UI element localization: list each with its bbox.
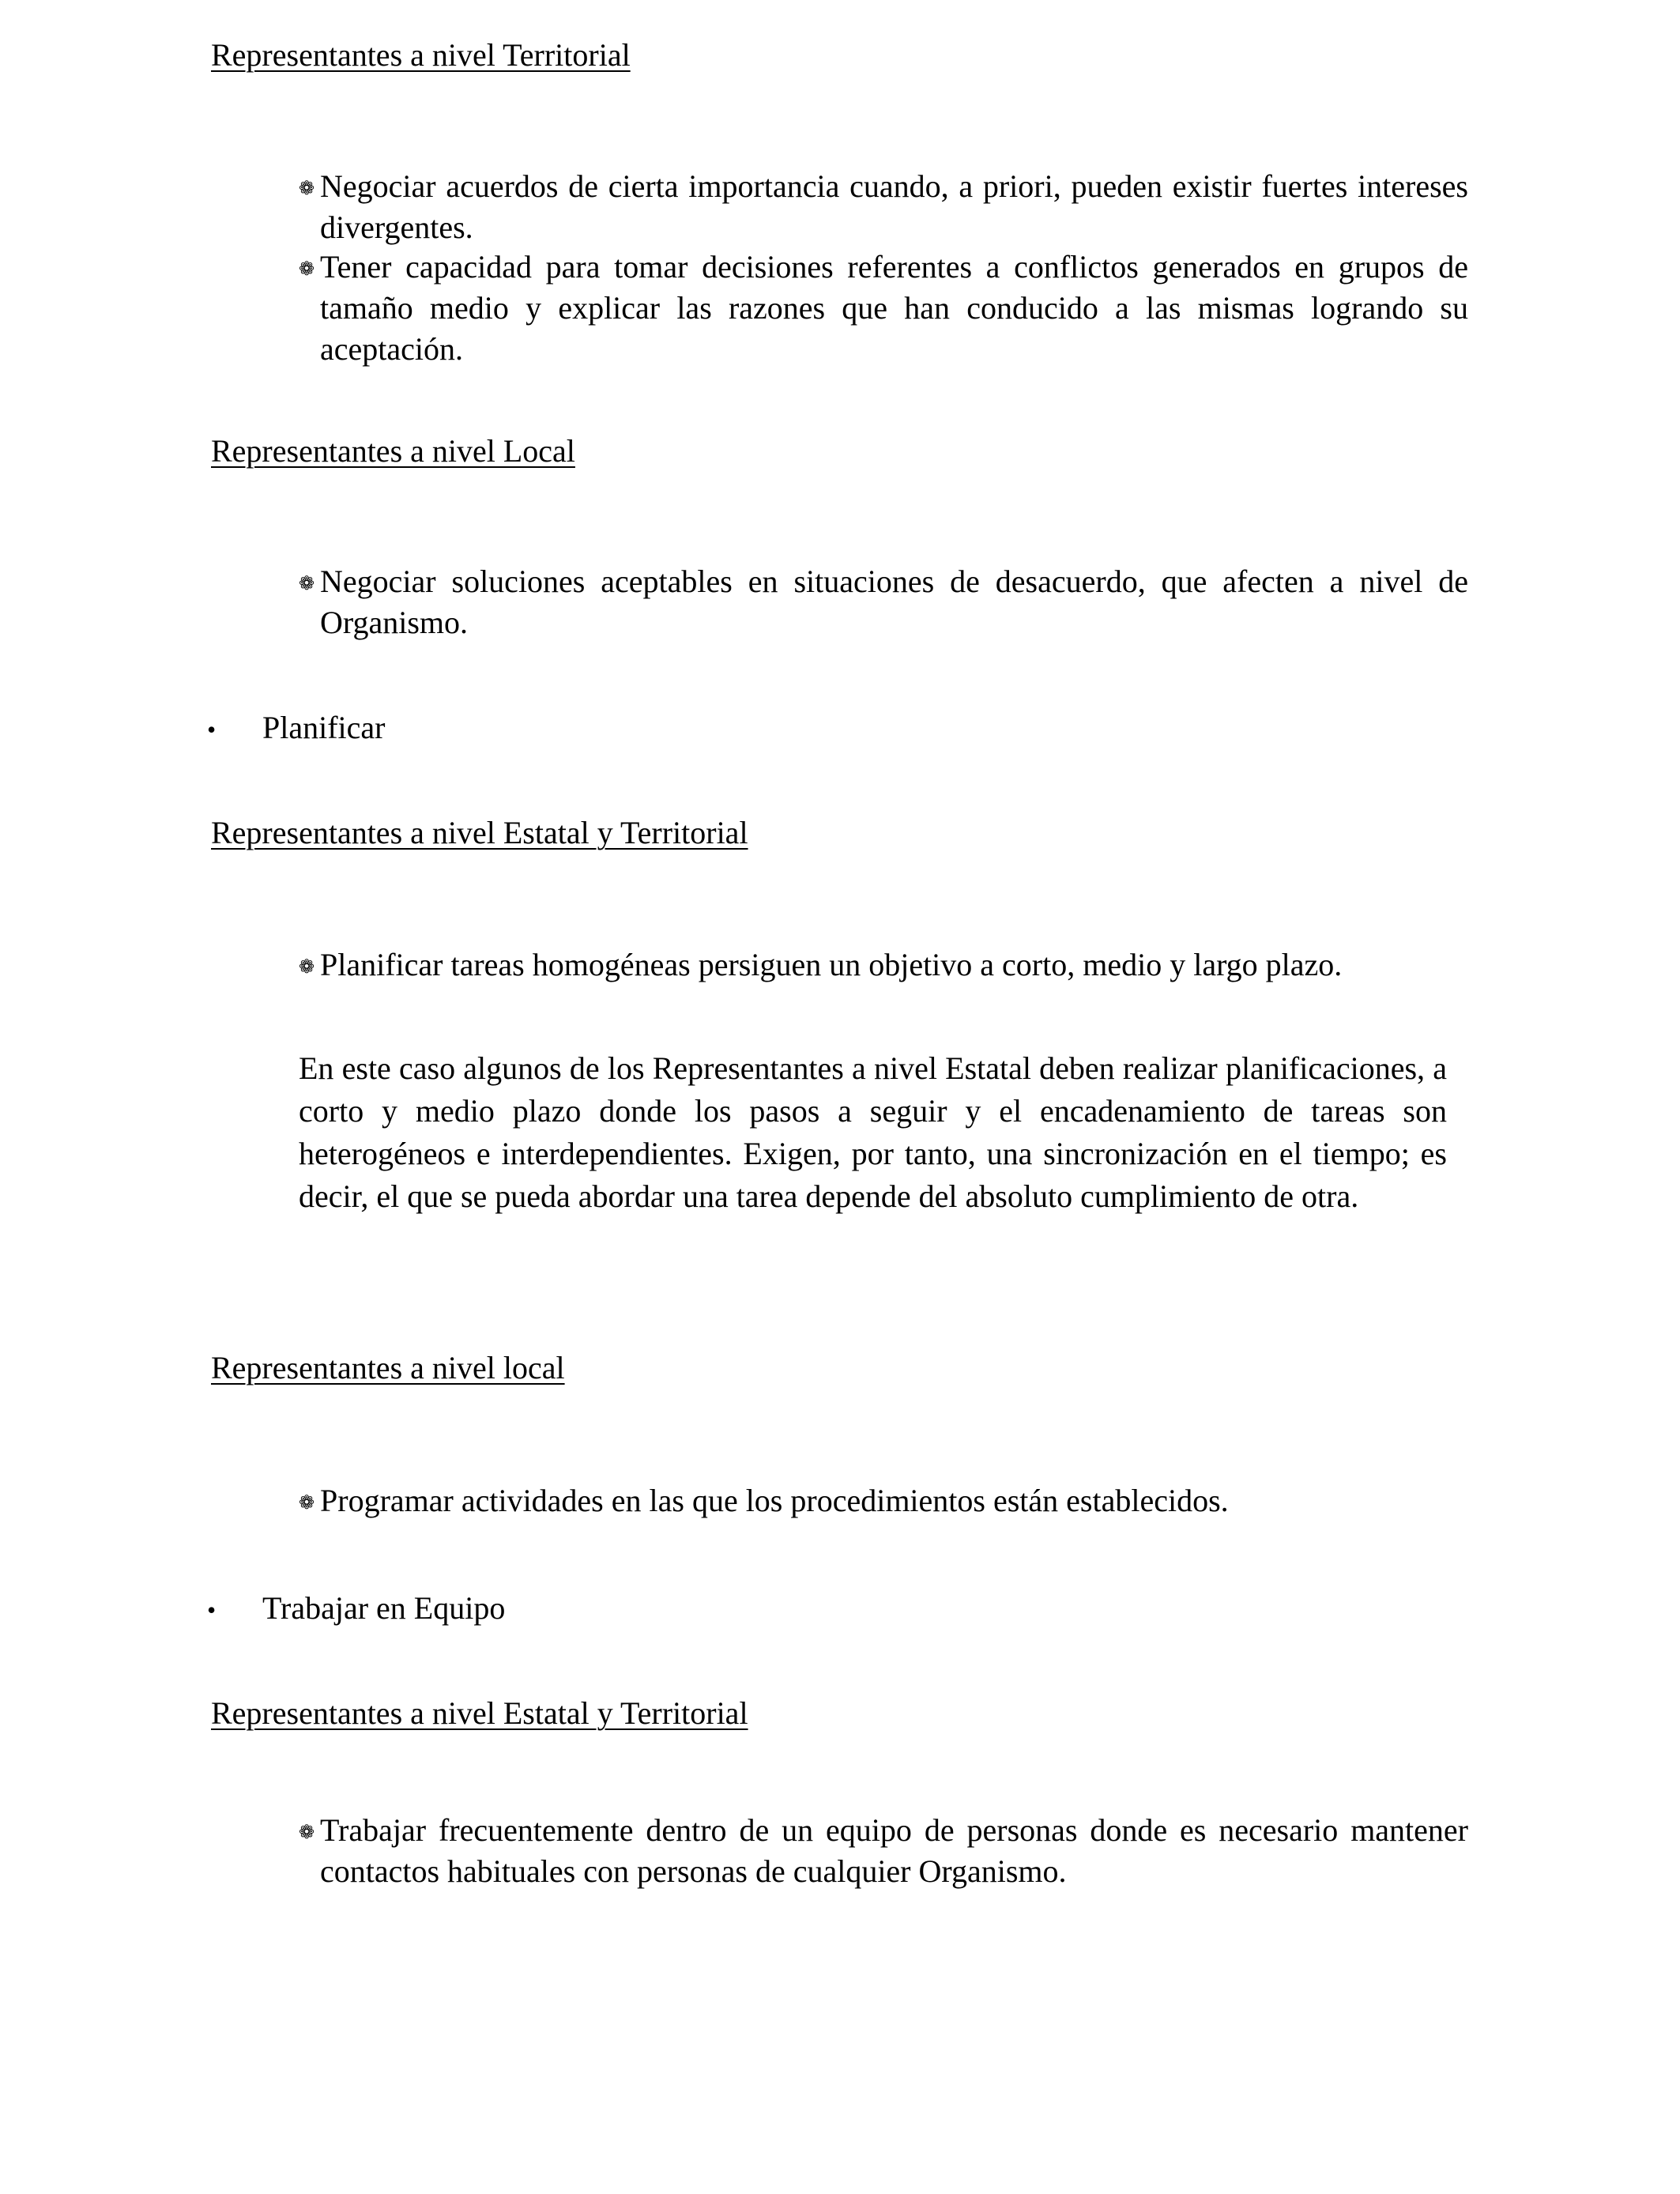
list-item-text: Negociar acuerdos de cierta importancia cuando, a priori, pueden existir fuertes intereses divergentes. (320, 168, 1468, 245)
list-item (299, 1480, 1468, 1521)
list-item (299, 1810, 1468, 1892)
list-item-text: Tener capacidad para tomar decisiones referentes a conflictos generados en grupos de tamaño medio y explicar las razones que han conducido a las mismas logrando su aceptación. (320, 249, 1468, 367)
list-item-text: Trabajar frecuentemente dentro de un equipo de personas donde es necesario mantener contactos habituales con personas de cualquier Organismo. (320, 1812, 1468, 1889)
flower-bullet-icon: ❁ (299, 1823, 315, 1843)
section-heading-territorial: Representantes a nivel Territorial (211, 37, 631, 73)
flower-bullet-icon: ❁ (299, 957, 315, 978)
flower-bullet-icon: ❁ (299, 574, 315, 594)
flower-bullet-icon: ❁ (299, 1493, 315, 1514)
top-list-item-trabajar (207, 1588, 505, 1630)
list-item-text: Programar actividades en las que los procedimientos están establecidos. (320, 1483, 1229, 1518)
list-item (299, 247, 1468, 370)
list-item-text: Planificar tareas homogéneas persiguen un objetivo a corto, medio y largo plazo. (320, 947, 1343, 982)
top-list-item-planificar (207, 707, 386, 750)
top-list-item-text: Trabajar en Equipo (262, 1590, 506, 1626)
body-paragraph: En este caso algunos de los Representantes a nivel Estatal deben realizar planificaciones, a corto y medio plazo donde los pasos a seguir y el encadenamiento de tareas son heterogéneos e interdependientes. Exigen, por tanto, una sincronización en el tiempo; es decir, el que se pueda abordar una tarea depende del absoluto cumplimiento de otra. (299, 1050, 1447, 1214)
list-item-text: Negociar soluciones aceptables en situaciones de desacuerdo, que afecten a nivel de Organismo. (320, 564, 1468, 640)
top-list-item-text: Planificar (262, 710, 386, 745)
list-item (299, 166, 1468, 248)
flower-bullet-icon: ❁ (299, 179, 315, 199)
bullet-icon: • (207, 1596, 217, 1624)
flower-bullet-icon: ❁ (299, 259, 315, 280)
section-heading-estatal-territorial-2: Representantes a nivel Estatal y Territorial (211, 1695, 748, 1731)
section-heading-local: Representantes a nivel Local (211, 433, 575, 469)
bullet-icon: • (207, 715, 217, 744)
section-heading-estatal-territorial: Representantes a nivel Estatal y Territorial (211, 815, 748, 850)
section-heading-local-lower: Representantes a nivel local (211, 1350, 565, 1385)
list-item (299, 944, 1468, 986)
list-item (299, 561, 1468, 643)
